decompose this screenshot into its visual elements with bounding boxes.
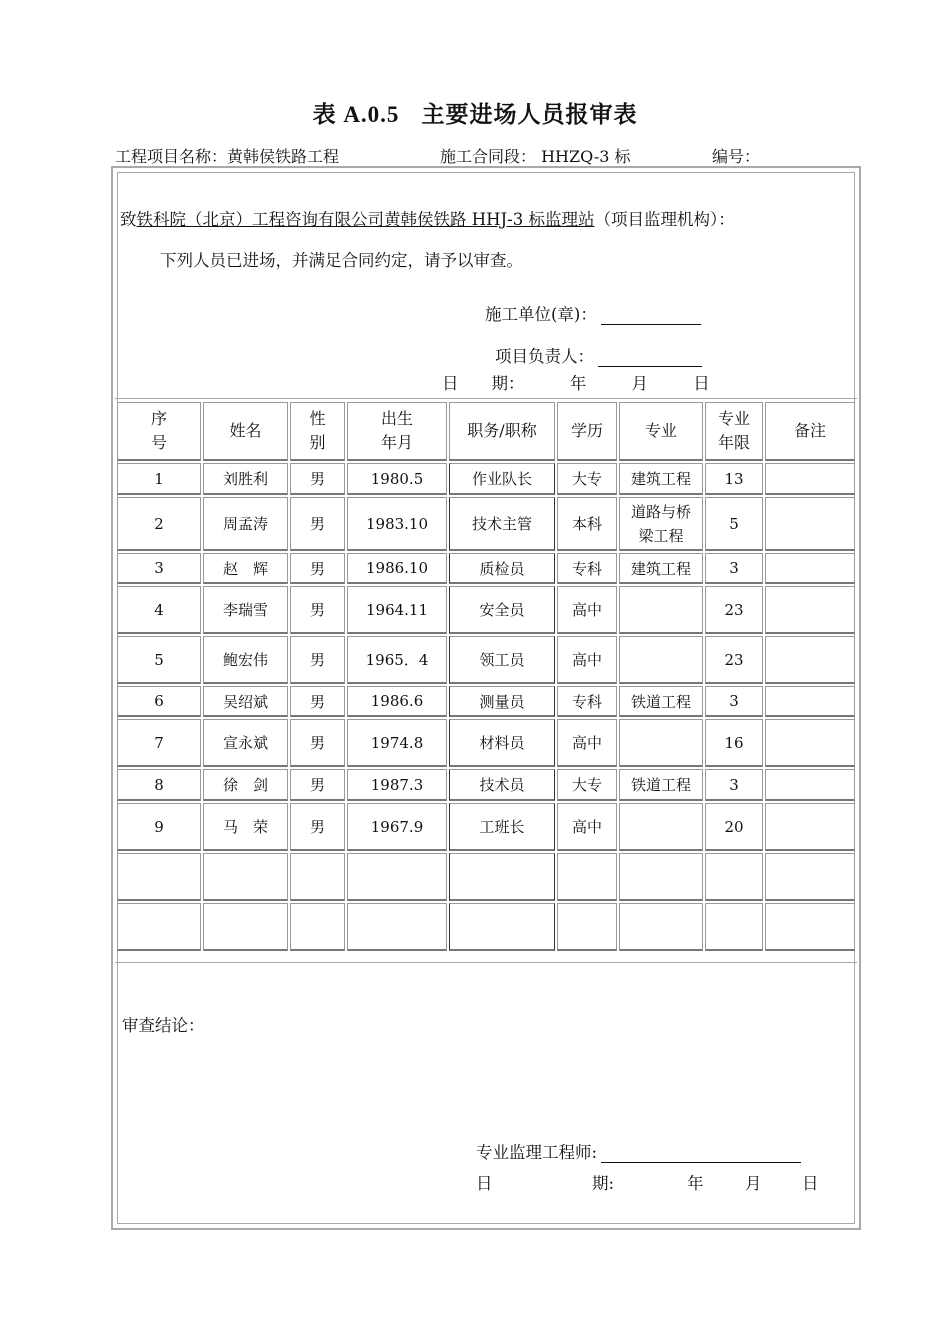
cell-col-years: 20 (705, 803, 763, 851)
cell-col-years: 5 (705, 497, 763, 551)
cell-col-major: 建筑工程 (619, 553, 703, 584)
cell-col-name: 鲍宏伟 (203, 636, 288, 684)
cell-col-post: 领工员 (449, 636, 555, 684)
cell-col-name: 吴绍斌 (203, 686, 288, 717)
cell-col-birth: 1974.8 (347, 719, 447, 767)
cell-col-birth: 1983.10 (347, 497, 447, 551)
cell-col-education (557, 903, 617, 951)
contract-section: 施工合同段： HHZQ-3 标 (440, 147, 631, 166)
cell-col-major: 铁道工程 (619, 686, 703, 717)
table-row (117, 497, 855, 551)
cell-col-gender: 男 (290, 686, 345, 717)
cell-col-post (449, 853, 555, 901)
table-row (117, 719, 855, 767)
project-leader-signature[interactable]: 项目负责人： (495, 343, 702, 367)
cell-col-remark (765, 553, 855, 584)
cell-col-remark (765, 903, 855, 951)
cell-col-remark (765, 719, 855, 767)
cell-col-name: 李瑞雪 (203, 586, 288, 634)
table-row (117, 636, 855, 684)
cell-col-birth: 1964.11 (347, 586, 447, 634)
cell-col-seq: 8 (117, 769, 201, 801)
table-row (117, 686, 855, 717)
cell-col-gender: 男 (290, 636, 345, 684)
cell-col-name: 赵 辉 (203, 553, 288, 584)
cell-col-gender: 男 (290, 769, 345, 801)
cell-col-post: 技术员 (449, 769, 555, 801)
cell-col-post: 作业队长 (449, 463, 555, 495)
cell-col-birth: 1986.10 (347, 553, 447, 584)
form-code: 表 A.0.5 (312, 102, 400, 127)
cell-col-years (705, 903, 763, 951)
cell-col-birth (347, 903, 447, 951)
cell-col-years: 3 (705, 553, 763, 584)
cell-col-major (619, 903, 703, 951)
header-col-education: 学历 (557, 402, 617, 461)
form-title (0, 96, 950, 129)
cell-col-education (557, 853, 617, 901)
cell-col-years: 3 (705, 769, 763, 801)
cell-col-name (203, 853, 288, 901)
cell-col-birth: 1967.9 (347, 803, 447, 851)
serial-number: 编号： (712, 147, 761, 166)
cell-col-seq: 2 (117, 497, 201, 551)
signature-date[interactable]: 日 期： 年 月 日 (442, 374, 710, 393)
cell-col-remark (765, 686, 855, 717)
conclusion-label: 审查结论： (122, 1016, 205, 1035)
cell-col-remark (765, 463, 855, 495)
cell-col-birth: 1965．4 (347, 636, 447, 684)
cell-col-post: 工班长 (449, 803, 555, 851)
table-row (117, 553, 855, 584)
cell-col-gender: 男 (290, 803, 345, 851)
cell-col-seq: 4 (117, 586, 201, 634)
cell-col-years: 13 (705, 463, 763, 495)
cell-col-remark (765, 853, 855, 901)
cell-col-post: 质检员 (449, 553, 555, 584)
header-col-birth: 出生 年月 (347, 402, 447, 461)
addressee: 致铁科院（北京）工程咨询有限公司黄韩侯铁路 HHJ-3 标监理站（项目监理机构）： (120, 210, 735, 229)
recipient-name: 铁科院（北京）工程咨询有限公司黄韩侯铁路 HHJ-3 标监理站 (136, 210, 595, 229)
header-col-name: 姓名 (203, 402, 288, 461)
cell-col-major (619, 719, 703, 767)
cell-col-years: 3 (705, 686, 763, 717)
statement: 下列人员已进场，并满足合同约定，请予以审查。 (160, 251, 523, 270)
project-name: 工程项目名称：黄韩侯铁路工程 (115, 147, 340, 166)
cell-col-gender: 男 (290, 719, 345, 767)
table-row (117, 769, 855, 801)
cell-col-gender: 男 (290, 586, 345, 634)
cell-col-major: 道路与桥梁工程 (619, 497, 703, 551)
cell-col-education: 本科 (557, 497, 617, 551)
construction-unit-signature[interactable]: 施工单位(章)： (485, 301, 701, 325)
cell-col-post: 测量员 (449, 686, 555, 717)
cell-col-remark (765, 769, 855, 801)
header-col-seq: 序 号 (117, 402, 201, 461)
cell-col-years: 16 (705, 719, 763, 767)
cell-col-years: 23 (705, 586, 763, 634)
cell-col-post: 技术主管 (449, 497, 555, 551)
cell-col-gender (290, 853, 345, 901)
cell-col-gender: 男 (290, 553, 345, 584)
cell-col-major: 建筑工程 (619, 463, 703, 495)
form-name: 主要进场人员报审表 (421, 101, 638, 128)
cell-col-post: 材料员 (449, 719, 555, 767)
cell-col-name (203, 903, 288, 951)
cell-col-gender (290, 903, 345, 951)
cell-col-seq (117, 853, 201, 901)
table-row (117, 853, 855, 901)
cell-col-remark (765, 497, 855, 551)
supervisor-signature[interactable]: 专业监理工程师: (476, 1139, 801, 1163)
table-row (117, 903, 855, 951)
cell-col-name: 刘胜利 (203, 463, 288, 495)
header-col-post: 职务/职称 (449, 402, 555, 461)
cell-col-name: 宣永斌 (203, 719, 288, 767)
header-col-years: 专业 年限 (705, 402, 763, 461)
cell-col-birth: 1987.3 (347, 769, 447, 801)
cell-col-gender: 男 (290, 497, 345, 551)
cell-col-birth (347, 853, 447, 901)
cell-col-education: 专科 (557, 553, 617, 584)
header-col-gender: 性 别 (290, 402, 345, 461)
header-col-remark: 备注 (765, 402, 855, 461)
cell-col-education: 专科 (557, 686, 617, 717)
cell-col-education: 高中 (557, 719, 617, 767)
cell-col-major (619, 853, 703, 901)
cell-col-major (619, 803, 703, 851)
cell-col-education: 高中 (557, 803, 617, 851)
table-row (117, 586, 855, 634)
cell-col-name: 徐 剑 (203, 769, 288, 801)
cell-col-name: 周孟涛 (203, 497, 288, 551)
cell-col-birth: 1980.5 (347, 463, 447, 495)
cell-col-seq: 7 (117, 719, 201, 767)
cell-col-seq: 3 (117, 553, 201, 584)
cell-col-post (449, 903, 555, 951)
cell-col-seq: 6 (117, 686, 201, 717)
table-row (117, 463, 855, 495)
cell-col-name: 马 荣 (203, 803, 288, 851)
cell-col-major: 铁道工程 (619, 769, 703, 801)
conclusion-date[interactable]: 日 期: 年 月 日 (476, 1174, 819, 1193)
cell-col-remark (765, 803, 855, 851)
cell-col-education: 大专 (557, 769, 617, 801)
cell-col-years (705, 853, 763, 901)
cell-col-seq (117, 903, 201, 951)
cell-col-seq: 5 (117, 636, 201, 684)
cell-col-seq: 1 (117, 463, 201, 495)
cell-col-education: 高中 (557, 586, 617, 634)
cell-col-gender: 男 (290, 463, 345, 495)
cell-col-education: 高中 (557, 636, 617, 684)
header-col-major: 专业 (619, 402, 703, 461)
cell-col-seq: 9 (117, 803, 201, 851)
cell-col-major (619, 636, 703, 684)
cell-col-remark (765, 636, 855, 684)
cell-col-years: 23 (705, 636, 763, 684)
cell-col-birth: 1986.6 (347, 686, 447, 717)
staff-table (115, 400, 857, 953)
cell-col-remark (765, 586, 855, 634)
cell-col-education: 大专 (557, 463, 617, 495)
table-row (117, 803, 855, 851)
cell-col-post: 安全员 (449, 586, 555, 634)
table-header-row (117, 402, 855, 461)
cell-col-major (619, 586, 703, 634)
